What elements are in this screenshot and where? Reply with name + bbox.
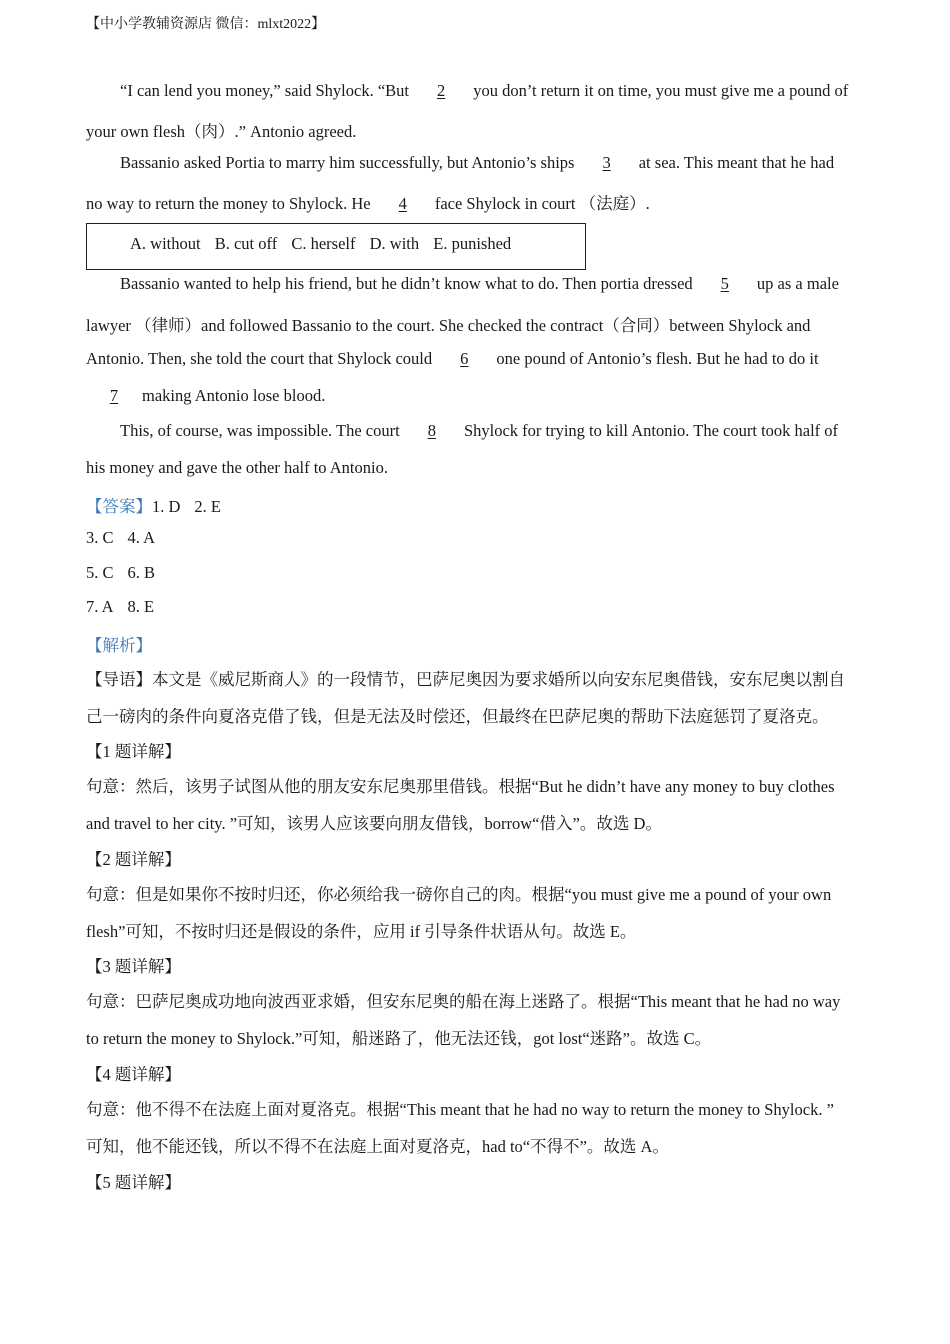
q3-explanation: 句意：巴萨尼奥成功地向波西亚求婚，但安东尼奥的船在海上迷路了。根据“This meant that he had no way <box>86 992 841 1011</box>
q3-explanation: to return the money to Shylock.”可知，船迷路了，他无法还钱，got lost“迷路”。故选 C。 <box>86 1029 712 1048</box>
blank-5: 5 <box>720 274 729 293</box>
passage-line: no way to return the money to Shylock. He 4 face Shylock in court （法庭）. <box>86 194 650 213</box>
q2-explanation: 句意：但是如果你不按时归还，你必须给我一磅你自己的肉。根据“you must give me a pound of your own <box>86 885 832 904</box>
passage-line: your own flesh（肉）.” Antonio agreed. <box>86 122 357 141</box>
blank-6: 6 <box>460 349 469 368</box>
passage-line: “I can lend you money,” said Shylock. “But 2 you don’t return it on time, you must give me a pound of <box>120 81 849 100</box>
q4-explanation: 可知，他不能还钱，所以不得不在法庭上面对夏洛克，had to“不得不”。故选 A。 <box>86 1137 669 1156</box>
option-b: B. cut off <box>214 234 278 253</box>
option-a: A. without <box>130 234 201 253</box>
blank-7: 7 <box>109 386 119 405</box>
q2-heading: 【2 题详解】 <box>86 850 181 869</box>
intro-line: 己一磅肉的条件向夏洛克借了钱，但是无法及时偿还，但最终在巴萨尼奥的帮助下法庭惩罚了夏洛克。 <box>86 707 829 726</box>
header-note: 【中小学教辅资源店 微信：mlxt2022】 <box>86 17 326 32</box>
options-row <box>130 234 521 254</box>
q5-heading: 【5 题详解】 <box>86 1173 181 1192</box>
q1-explanation: and travel to her city. ”可知，该男人应该要向朋友借钱，borrow“借入”。故选 D。 <box>86 814 662 833</box>
blank-4: 4 <box>398 194 407 213</box>
answer-row: 5. C 6. B <box>86 563 156 582</box>
answer-label: 【答案】 <box>86 497 152 516</box>
passage-line: 7 making Antonio lose blood. <box>86 386 866 406</box>
q2-explanation: flesh”可知，不按时归还是假设的条件，应用 if 引导条件状语从句。故选 E。 <box>86 922 637 941</box>
passage-line: Bassanio asked Portia to marry him successfully, but Antonio’s ships 3 at sea. This meant that he had <box>120 153 835 172</box>
q1-explanation: 句意：然后，该男子试图从他的朋友安东尼奥那里借钱。根据“But he didn’t have any money to buy clothes <box>86 777 835 796</box>
passage-line: lawyer （律师）and followed Bassanio to the court. She checked the contract（合同）between Shylock and <box>86 316 811 335</box>
option-c: C. herself <box>291 234 356 253</box>
passage-line: Bassanio wanted to help his friend, but he didn’t know what to do. Then portia dressed 5 up as a male <box>120 274 839 293</box>
options-box <box>86 223 586 270</box>
answer-row: 3. C 4. A <box>86 528 156 547</box>
q1-heading: 【1 题详解】 <box>86 742 181 761</box>
passage-line: This, of course, was impossible. The court 8 Shylock for trying to kill Antonio. The court took half of <box>120 421 839 440</box>
passage-line: Antonio. Then, she told the court that Shylock could 6 one pound of Antonio’s flesh. But he had to do it <box>86 349 819 368</box>
option-e: E. punished <box>433 234 512 253</box>
option-d: D. with <box>369 234 420 253</box>
blank-8: 8 <box>427 421 436 440</box>
answer-row: 7. A 8. E <box>86 597 155 616</box>
answer-row: 【答案】1. D 2. E <box>86 497 222 516</box>
blank-2: 2 <box>436 81 446 100</box>
q3-heading: 【3 题详解】 <box>86 957 181 976</box>
analysis-label: 【解析】 <box>86 636 152 655</box>
passage-line: his money and gave the other half to Antonio. <box>86 458 388 477</box>
q4-heading: 【4 题详解】 <box>86 1065 181 1084</box>
q4-explanation: 句意：他不得不在法庭上面对夏洛克。根据“This meant that he had no way to return the money to Shylock. ” <box>86 1100 834 1119</box>
intro-line: 【导语】本文是《威尼斯商人》的一段情节，巴萨尼奥因为要求婚所以向安东尼奥借钱，安东尼奥以割自 <box>86 670 845 689</box>
blank-3: 3 <box>602 153 611 172</box>
